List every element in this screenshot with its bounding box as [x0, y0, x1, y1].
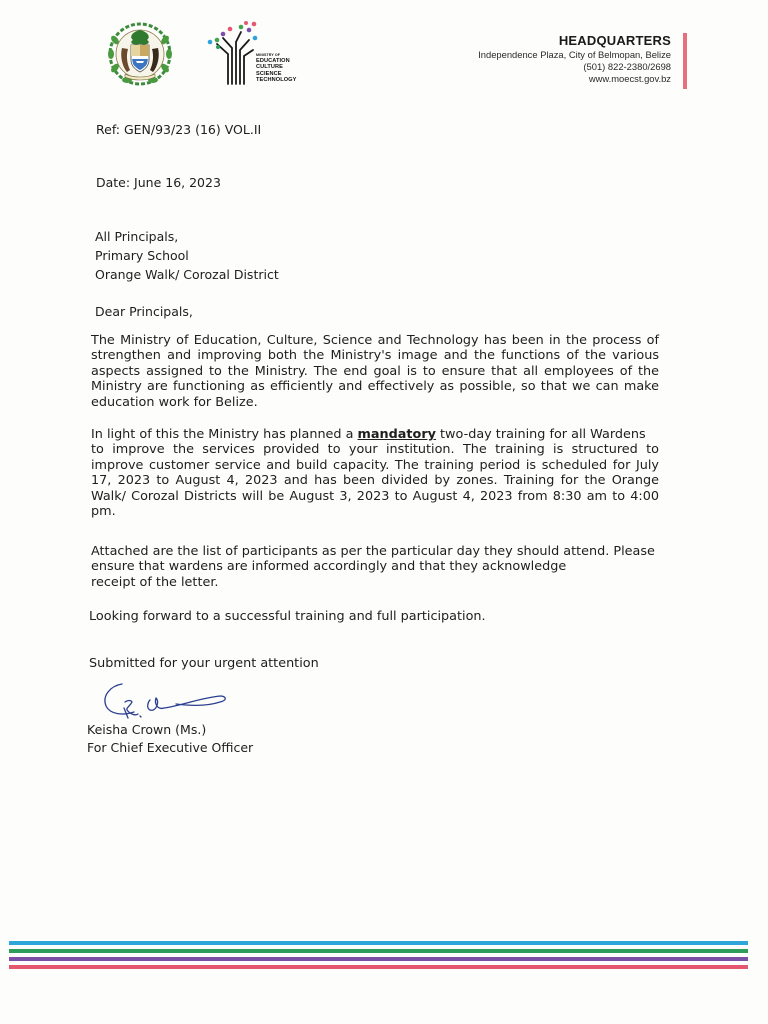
salutation: Dear Principals,: [95, 304, 193, 319]
recipient-address: [95, 227, 279, 284]
ministry-tree-logo-icon: [205, 20, 315, 88]
paragraph-attachment: Attached are the list of participants as per the particular day they should attend. Please ensure that wardens are informed accordingly and that they acknowledge receipt of the letter.: [91, 544, 655, 590]
headquarters-block: [478, 33, 671, 86]
hq-address: Independence Plaza, City of Belmopan, Belize: [478, 49, 671, 60]
signer-block: [87, 721, 253, 757]
paragraph-intro: The Ministry of Education, Culture, Science and Technology has been in the process of strengthen and improving both the Ministry's image and the functions of the various aspects assigned to the Ministry. The end goal is to ensure that all employees of the Ministry are functioning as efficiently and effectively as possible, so that we can make education work for Belize.: [91, 333, 659, 410]
recipient-line: All Principals,: [95, 229, 179, 244]
mandatory-emphasis: mandatory: [357, 427, 436, 442]
stripe-green: [9, 949, 748, 953]
hq-title: HEADQUARTERS: [558, 33, 671, 48]
stripe-pink: [9, 965, 748, 969]
stripe-purple: [9, 957, 748, 961]
belize-coat-of-arms-icon: [99, 20, 181, 88]
paragraph-training: In light of this the Ministry has planned a mandatory two-day training for all Wardens to improve the services provided to your institution. The training is structured to improve customer service and build capacity. The training period is scheduled for July 17, 2023 to August 4, 2023 and has been divided by zones. Training for the Orange Walk/ Corozal Districts will be August 3, 2023 to August 4, 2023 from 8:30 am to 4:00 pm.: [91, 427, 659, 520]
ministry-name-text: MINISTRY OF EDUCATION CULTURE SCIENCE TECHNOLOGY: [256, 53, 297, 84]
footer-stripes: [9, 938, 748, 972]
accent-bar: [683, 33, 687, 89]
signer-title: For Chief Executive Officer: [87, 740, 254, 755]
recipient-line: Orange Walk/ Corozal District: [95, 267, 279, 282]
paragraph-closing: Looking forward to a successful training and full participation.: [89, 609, 486, 624]
recipient-line: Primary School: [95, 248, 189, 263]
stripe-blue: [9, 941, 748, 945]
hq-phone: (501) 822-2380/2698: [583, 61, 671, 73]
closing-line: Submitted for your urgent attention: [89, 656, 319, 671]
handwritten-signature: [100, 678, 235, 726]
hq-website: www.moecst.gov.bz: [588, 73, 671, 85]
letter-date: Date: June 16, 2023: [96, 175, 221, 190]
reference-number: Ref: GEN/93/23 (16) VOL.II: [96, 122, 262, 137]
signer-name: Keisha Crown (Ms.): [87, 722, 207, 737]
